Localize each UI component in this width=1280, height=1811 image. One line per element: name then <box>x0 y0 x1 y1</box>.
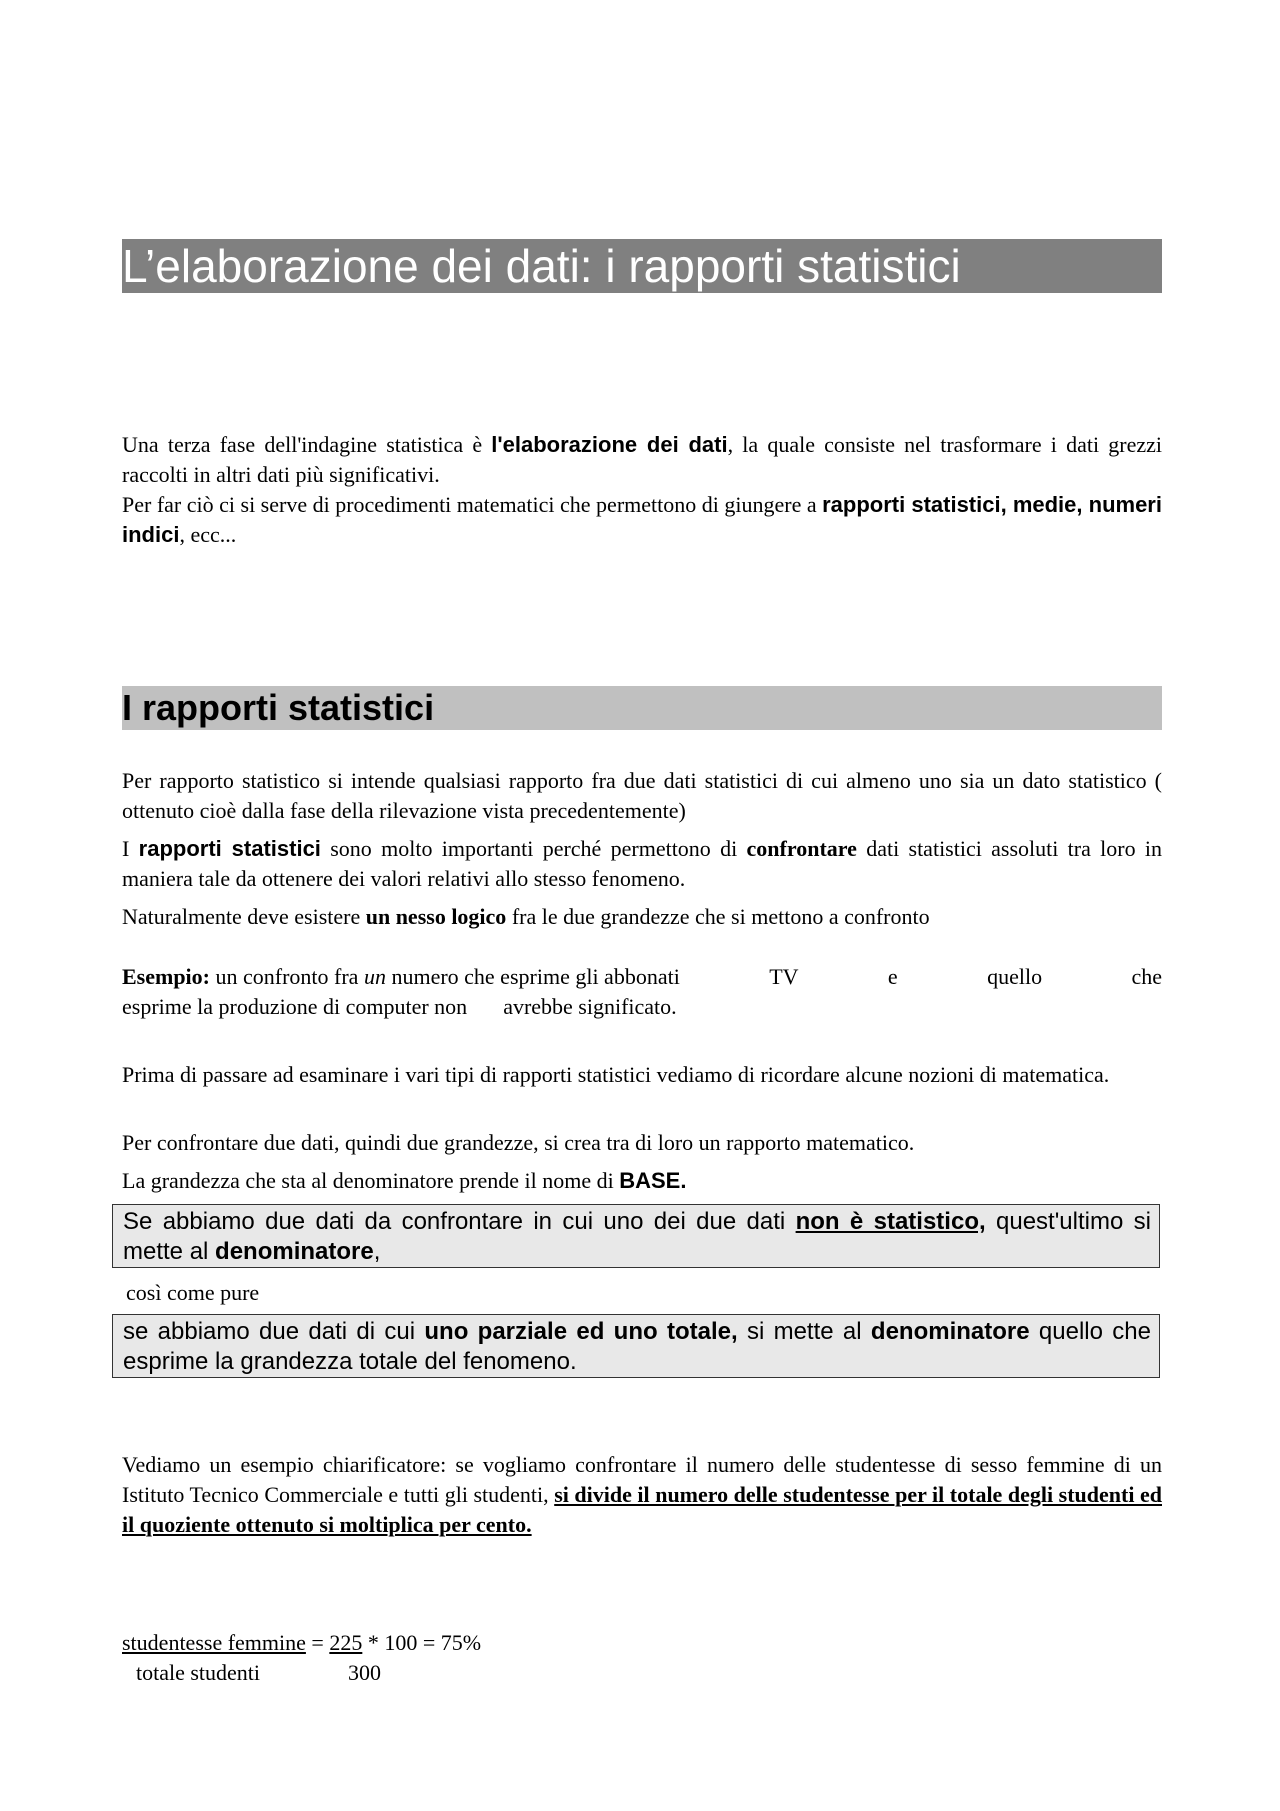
section-p5: Per confrontare due dati, quindi due grandezze, si crea tra di loro un rapporto matematico. <box>122 1130 915 1155</box>
callout-box-1: Se abbiamo due dati da confrontare in cui uno dei due dati non è statistico, quest'ultimo si mette al denominatore, <box>112 1204 1160 1268</box>
formula-line-1: studentesse femmine = 225 * 100 = 75% <box>122 1630 482 1655</box>
keyword-rapporti: rapporti statistici, medie, numeri indici <box>122 492 1162 547</box>
keyword-denominatore-2: denominatore <box>870 1318 1030 1345</box>
page-title: L’elaborazione dei dati: i rapporti statistici <box>122 239 1162 293</box>
example-line-2: esprime la produzione di computer non avrebbe significato. <box>122 994 677 1019</box>
keyword-confrontare: confrontare <box>746 836 857 861</box>
intro-line-1: Una terza fase dell'indagine statistica è l'elaborazione dei dati, la quale consiste nel trasformare i dati grezzi raccolti in altri dati più significativi. <box>122 432 1162 487</box>
formula-denominator-value: 300 <box>348 1660 382 1685</box>
example-paragraph <box>122 962 1162 1022</box>
section-title: I rapporti statistici <box>122 686 1162 730</box>
keyword-parziale-totale: uno parziale ed uno totale, <box>424 1318 738 1345</box>
section-p1: Per rapporto statistico si intende qualsiasi rapporto fra due dati statistici di cui almeno uno sia un dato statistico ( ottenuto cioè dalla fase della rilevazione vista precedentemente) <box>122 768 1162 823</box>
keyword-elaborazione: l'elaborazione dei dati <box>491 432 728 457</box>
intro-paragraph <box>122 430 1162 550</box>
keyword-nesso-logico: un nesso logico <box>365 904 507 929</box>
formula-denominator-label: totale studenti <box>136 1660 261 1685</box>
keyword-base: BASE. <box>619 1168 687 1193</box>
example-line-1: Esempio: un confronto fra un numero che esprime gli abbonati TV e quello che <box>122 964 1162 989</box>
intro-line-2: Per far ciò ci si serve di procedimenti matematici che permettono di giungere a rapporti statistici, medie, numeri indici, ecc... <box>122 492 1162 547</box>
section-p6: La grandezza che sta al denominatore prende il nome di BASE. <box>122 1168 687 1193</box>
formula-numerator-label: studentesse femmine <box>122 1630 306 1655</box>
section-p2: I rapporti statistici sono molto importanti perché permettono di confrontare dati statistici assoluti tra loro in maniera tale da ottenere dei valori relativi allo stesso fenomeno. <box>122 836 1163 891</box>
section-p4: Prima di passare ad esaminare i vari tipi di rapporti statistici vediamo di ricordare alcune nozioni di matematica. <box>122 1062 1110 1087</box>
example-2-rule: si divide il numero delle studentesse per il totale degli studenti ed il quoziente ottenuto si moltiplica per cento. <box>122 1482 1162 1537</box>
keyword-denominatore: denominatore <box>215 1238 374 1265</box>
section-p3: Naturalmente deve esistere un nesso logico fra le due grandezze che si mettono a confronto <box>122 904 930 929</box>
keyword-non-statistico: non è statistico, <box>795 1208 986 1235</box>
keyword-rapporti-statistici: rapporti statistici <box>138 836 321 861</box>
formula-numerator-value: 225 <box>329 1630 363 1655</box>
connector-text: così come pure <box>126 1280 260 1305</box>
formula <box>122 1628 481 1688</box>
formula-line-2 <box>122 1658 481 1688</box>
example-2-paragraph: Vediamo un esempio chiarificatore: se vogliamo confrontare il numero delle studentesse di sesso femmine di un Istituto Tecnico Commerciale e tutti gli studenti, si divide il numero delle studentesse per il totale degli studenti ed il quoziente ottenuto si moltiplica per cento. <box>122 1452 1162 1537</box>
callout-box-2: se abbiamo due dati di cui uno parziale ed uno totale, si mette al denominatore quello che esprime la grandezza totale del fenomeno. <box>112 1314 1160 1378</box>
example-label: Esempio: <box>122 964 210 989</box>
